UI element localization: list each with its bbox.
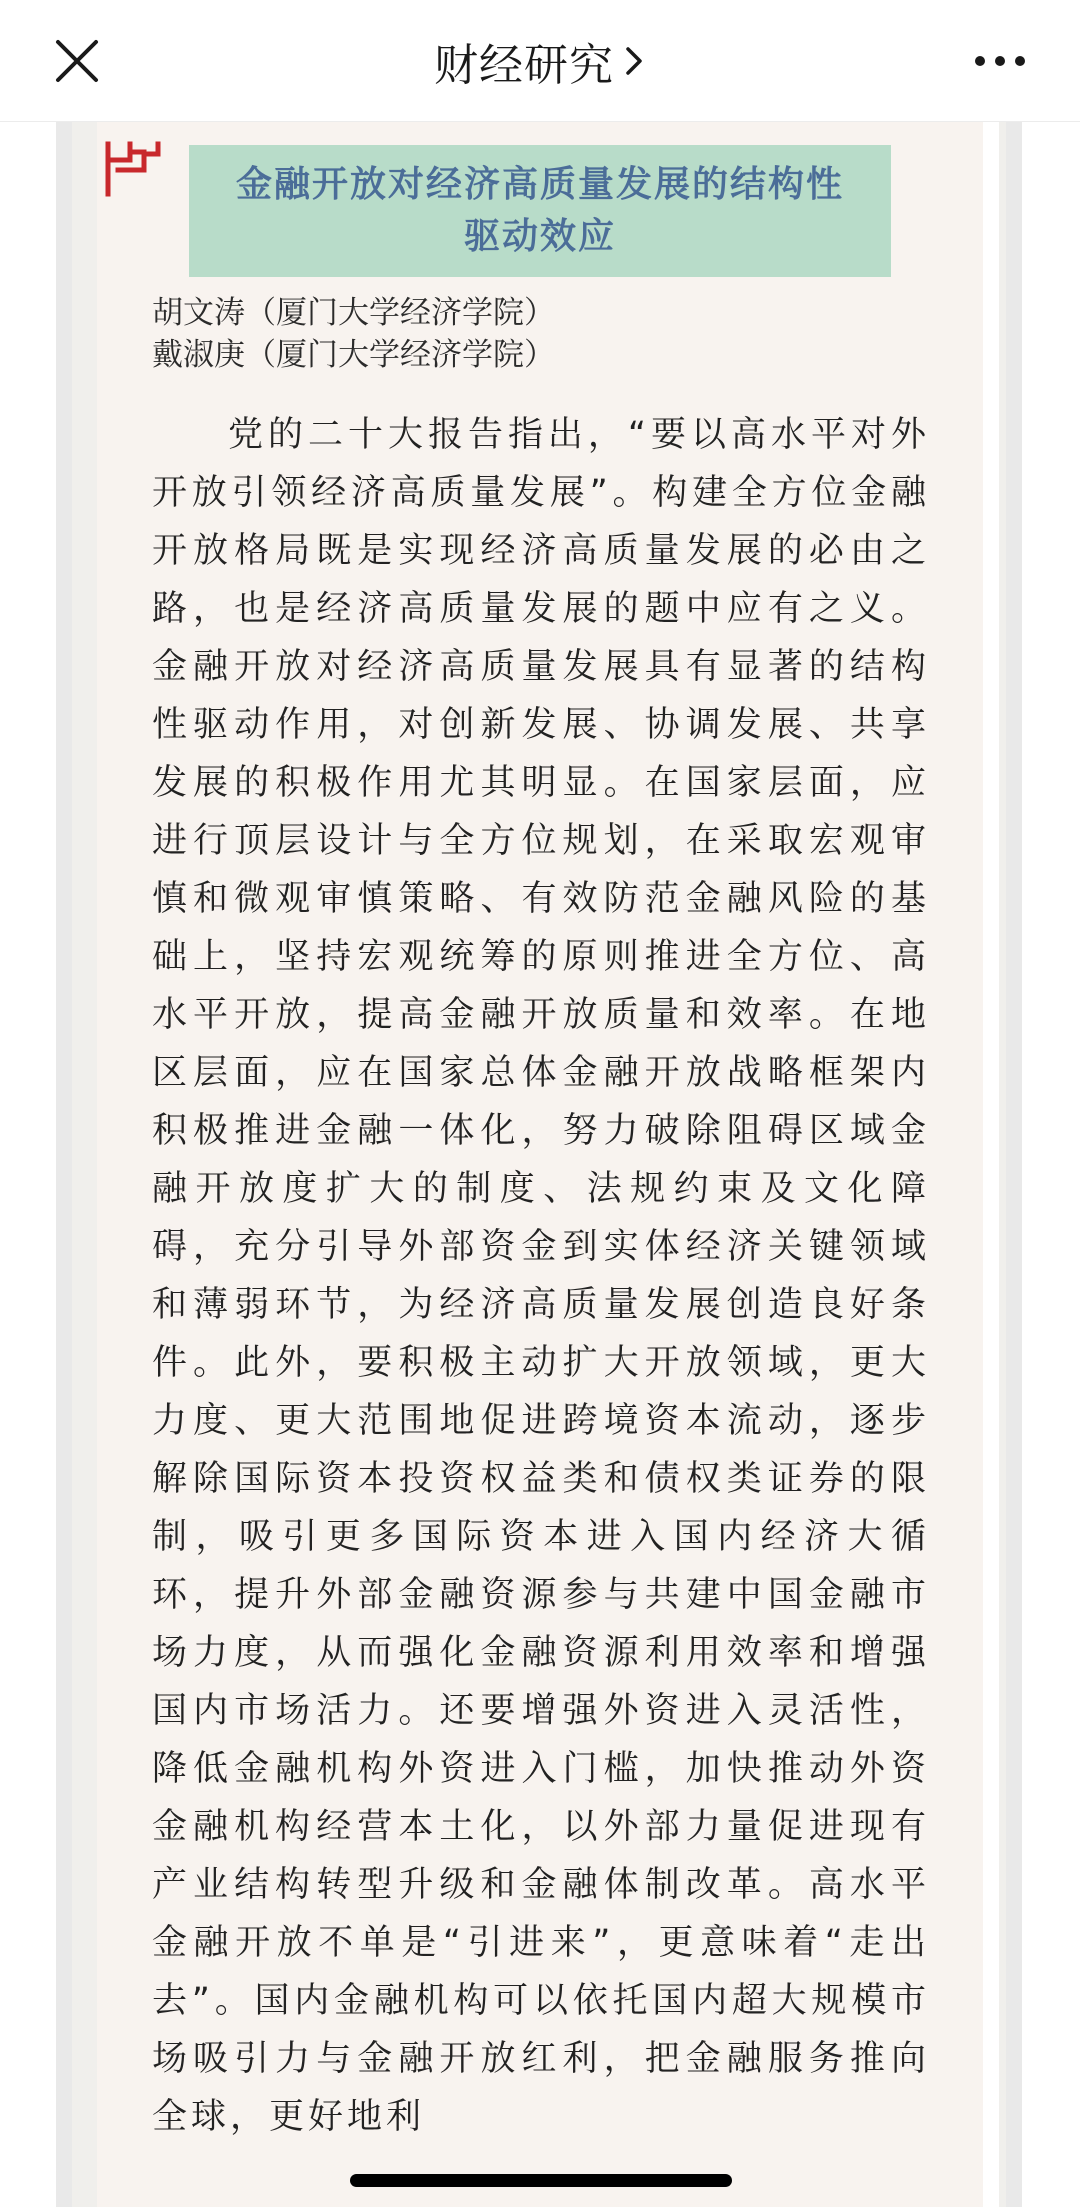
article-body: 党的二十大报告指出，“要以高水平对外开放引领经济高质量发展”。构建全方位金融开放格局既是实现经济高质量发展的必由之路，也是经济高质量发展的题中应有之义。金融开放对经济高质量发展具有显著的结构性驱动作用，对创新发展、协调发展、共享发展的积极作用尤其明显。在国家层面，应进行顶层设计与全方位规划，在采取宏观审慎和微观审慎策略、有效防范金融风险的基础上，坚持宏观统筹的原则推进全方位、高水平开放，提高金融开放质量和效率。在地区层面，应在国家总体金融开放战略框架内积极推进金融一体化，努力破除阻碍区域金融开放度扩大的制度、法规约束及文化障碍，充分引导外部资金到实体经济关键领域和薄弱环节，为经济高质量发展创造良好条件。此外，要积极主动扩大开放领域，更大力度、更大范围地促进跨境资本流动，逐步解除国际资本投资权益类和债权类证券的限制，吸引更多国际资本进入国内经济大循环，提升外部金融资源参与共建中国金融市场力度，从而强化金融资源利用效率和增强国内市场活力。还要增强外资进入灵活性，降低金融机构外资进入门槛，加快推动外资金融机构经营本土化，以外部力量促进现有产业结构转型升级和金融体制改革。高水平金融开放不单是“引进来”，更意味着“走出去”。国内金融机构可以依托国内超大规模市场吸引力与金融开放红利，把金融服务推向全球，更好地利 <box>152 415 930 2137</box>
home-indicator[interactable] <box>350 2174 732 2187</box>
more-dots-icon[interactable] <box>972 50 1028 72</box>
article-title: 金融开放对经济高质量发展的结构性驱动效应 <box>235 164 844 257</box>
nav-bar <box>0 0 1080 122</box>
author-line: 戴淑庚（厦门大学经济学院） <box>152 337 555 373</box>
chevron-right-icon <box>622 44 646 78</box>
account-title-button[interactable] <box>0 30 1080 92</box>
article-authors <box>152 292 932 376</box>
article-title-banner <box>189 145 891 277</box>
article-paper-edge <box>983 122 999 2207</box>
corner-ornament-icon <box>104 140 162 198</box>
account-title: 财经研究 <box>434 40 614 91</box>
author-line: 胡文涛（厦门大学经济学院） <box>152 295 555 331</box>
